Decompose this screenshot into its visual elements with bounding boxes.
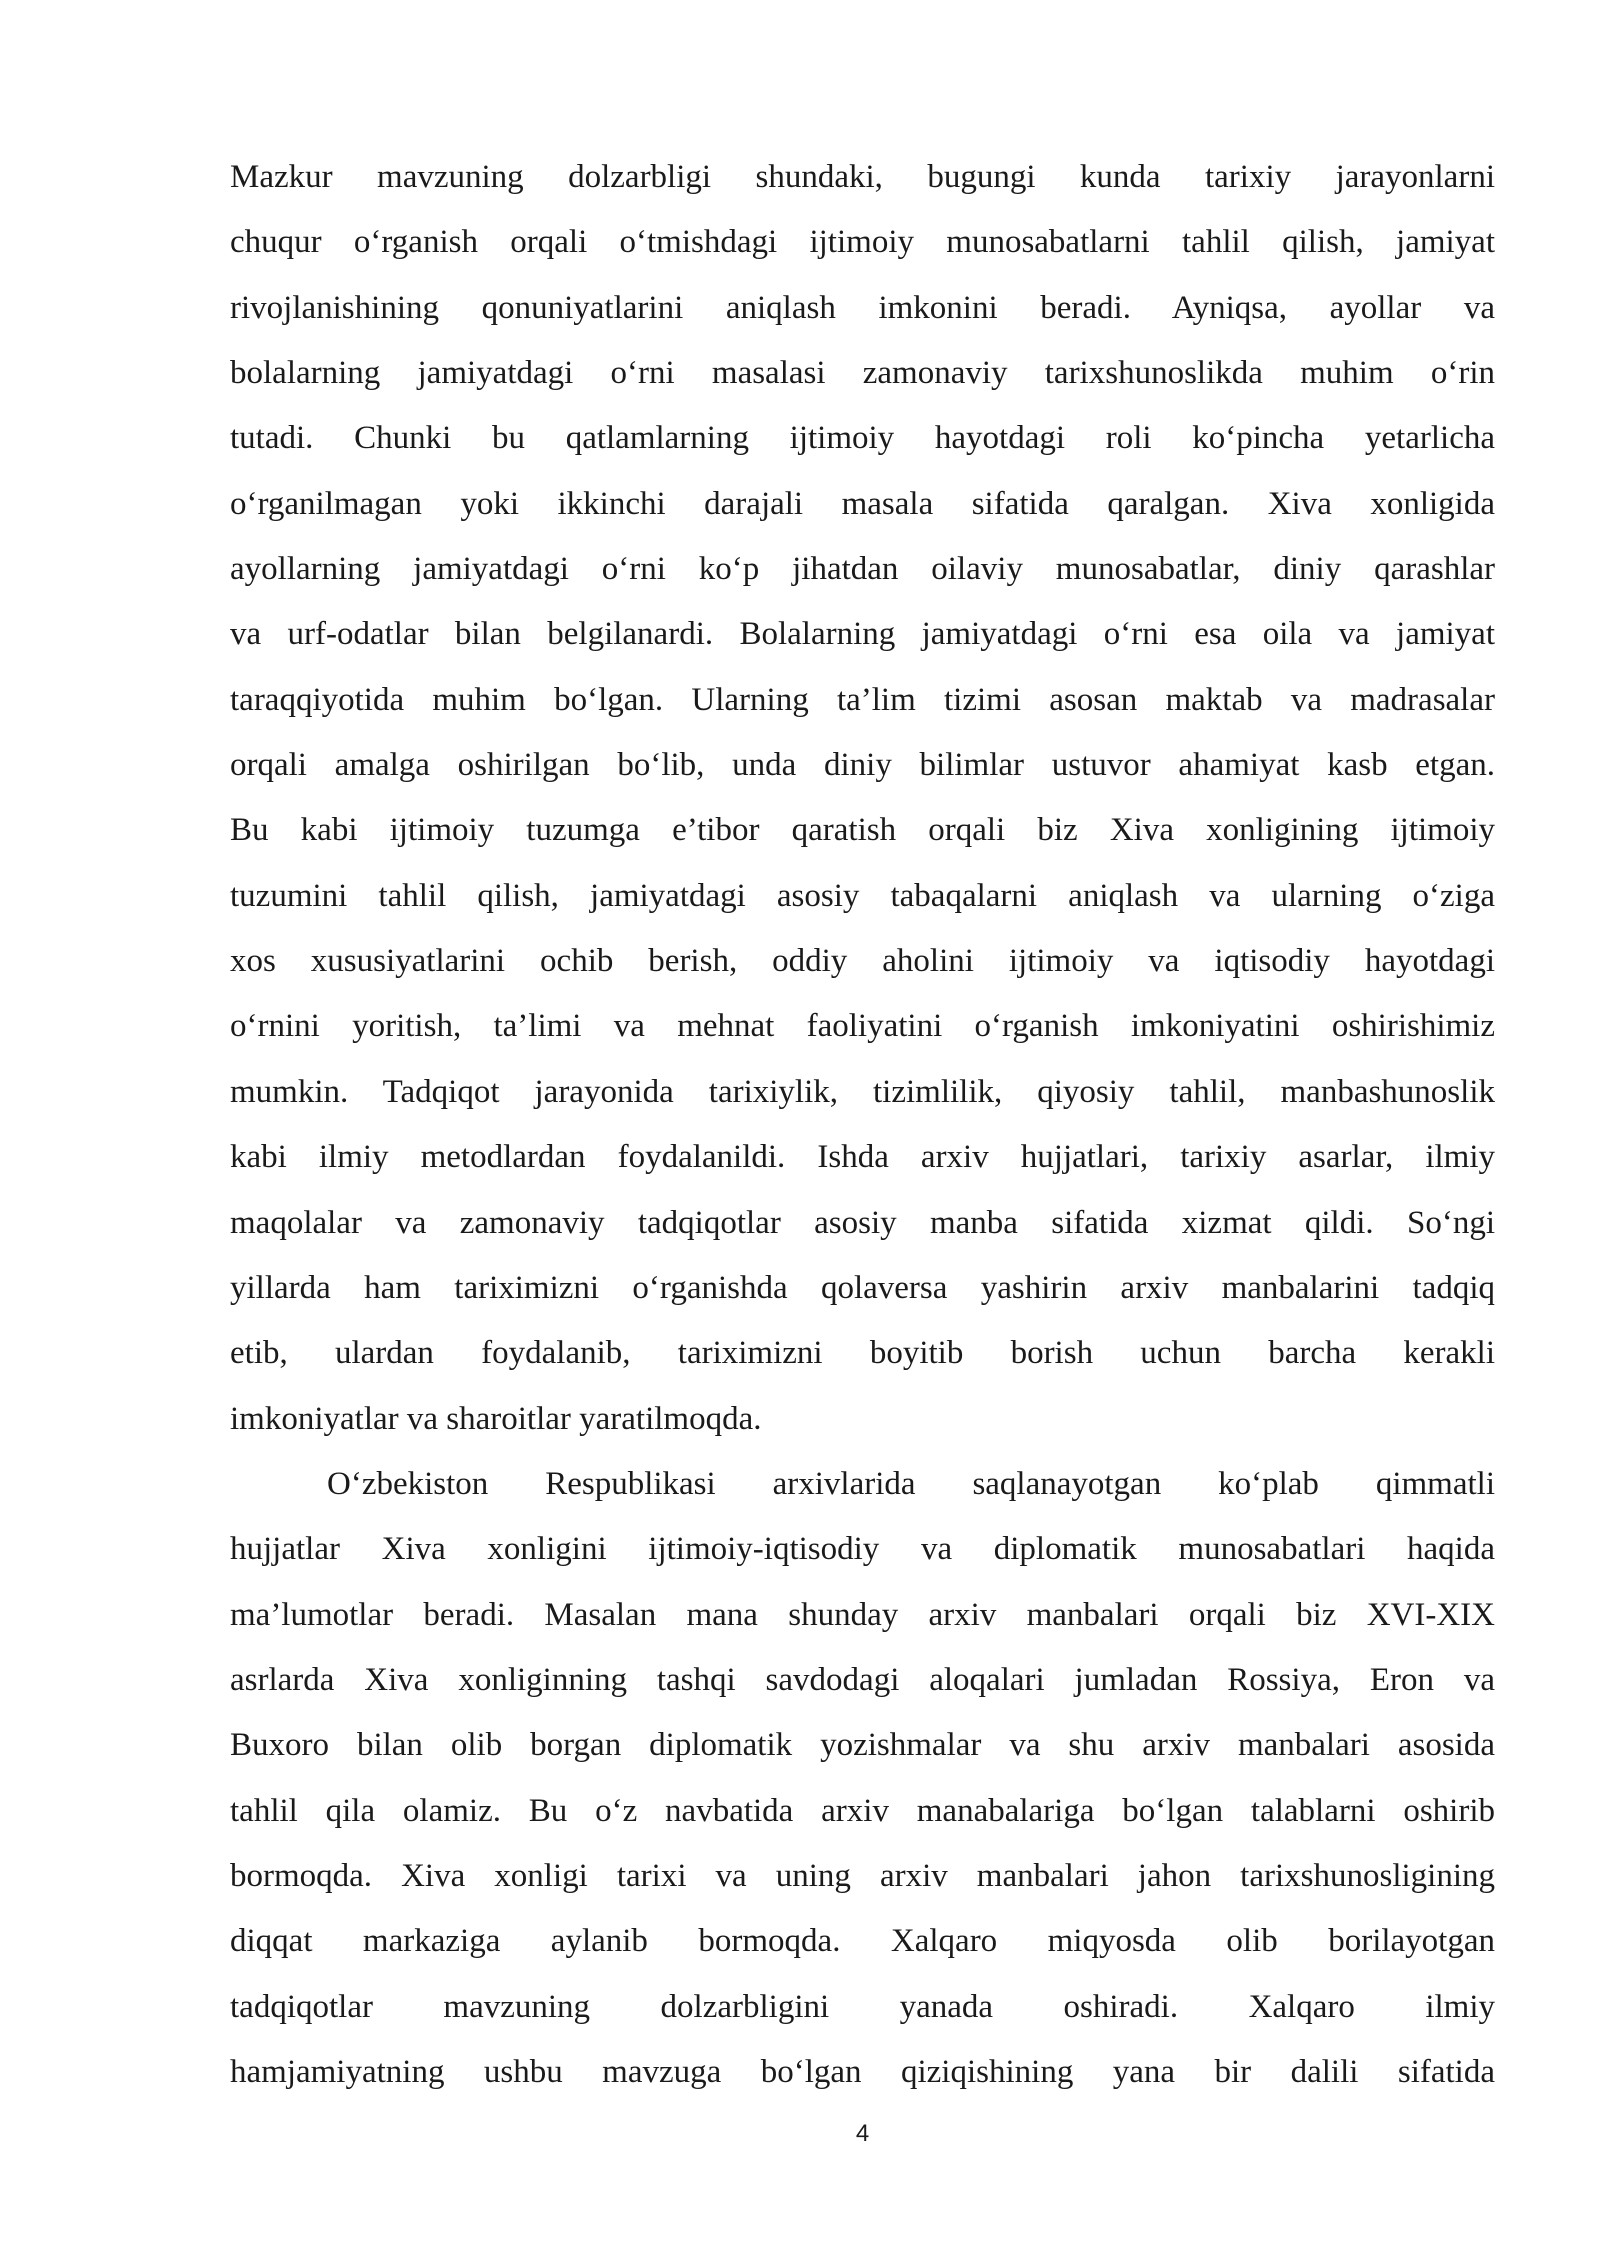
text-line: kabi ilmiy metodlardan foydalanildi. Ishda arxiv hujjatlari, tarixiy asarlar, ilmiy [230, 1139, 1495, 1176]
text-line: maqolalar va zamonaviy tadqiqotlar asosiy manba sifatida xizmat qildi. So‘ngi [230, 1204, 1495, 1241]
text-line: asrlarda Xiva xonliginning tashqi savdodagi aloqalari jumladan Rossiya, Eron va [230, 1661, 1495, 1698]
text-line: chuqur o‘rganish orqali o‘tmishdagi ijtimoiy munosabatlarni tahlil qilish, jamiyat [230, 224, 1495, 261]
text-line: va urf-odatlar bilan belgilanardi. Bolalarning jamiyatdagi o‘rni esa oila va jamiyat [230, 616, 1495, 653]
paragraph-1 [230, 145, 1495, 1452]
text-line: Mazkur mavzuning dolzarbligi shundaki, bugungi kunda tarixiy jarayonlarni [230, 159, 1495, 195]
text-line: tutadi. Chunki bu qatlamlarning ijtimoiy hayotdagi roli ko‘pincha yetarlicha [230, 420, 1495, 457]
text-line: Buxoro bilan olib borgan diplomatik yozishmalar va shu arxiv manbalari asosida [230, 1727, 1495, 1764]
text-line: rivojlanishining qonuniyatlarini aniqlash imkonini beradi. Ayniqsa, ayollar va [230, 289, 1495, 326]
text-line: diqqat markaziga aylanib bormoqda. Xalqaro miqyosda olib borilayotgan [230, 1923, 1495, 1960]
text-line: etib, ulardan foydalanib, tariximizni boyitib borish uchun barcha kerakli [230, 1335, 1495, 1372]
text-line: hamjamiyatning ushbu mavzuga bo‘lgan qiziqishining yana bir dalili sifatida [230, 2053, 1495, 2090]
text-line: bormoqda. Xiva xonligi tarixi va uning arxiv manbalari jahon tarixshunosligining [230, 1857, 1495, 1894]
text-line: o‘rnini yoritish, ta’limi va mehnat faoliyatini o‘rganish imkoniyatini oshirishimiz [230, 1008, 1495, 1045]
text-line: ayollarning jamiyatdagi o‘rni ko‘p jihatdan oilaviy munosabatlar, diniy qarashlar [230, 551, 1495, 588]
text-line: yillarda ham tariximizni o‘rganishda qolaversa yashirin arxiv manbalarini tadqiq [230, 1269, 1495, 1306]
text-line: o‘rganilmagan yoki ikkinchi darajali masala sifatida qaralgan. Xiva xonligida [230, 485, 1495, 522]
text-line: taraqqiyotida muhim bo‘lgan. Ularning ta’lim tizimi asosan maktab va madrasalar [230, 681, 1495, 718]
text-line: xos xususiyatlarini ochib berish, oddiy aholini ijtimoiy va iqtisodiy hayotdagi [230, 943, 1495, 980]
text-line: mumkin. Tadqiqot jarayonida tarixiylik, tizimlilik, qiyosiy tahlil, manbashunoslik [230, 1073, 1495, 1110]
text-line: imkoniyatlar va sharoitlar yaratilmoqda. [230, 1400, 762, 1437]
text-line: Bu kabi ijtimoiy tuzumga e’tibor qaratish orqali biz Xiva xonligining ijtimoiy [230, 812, 1495, 849]
text-line: bolalarning jamiyatdagi o‘rni masalasi zamonaviy tarixshunoslikda muhim o‘rin [230, 355, 1495, 392]
paragraph-2 [230, 1452, 1495, 2105]
text-line: tadqiqotlar mavzuning dolzarbligini yanada oshiradi. Xalqaro ilmiy [230, 1988, 1495, 2025]
page-number: 4 [855, 2120, 870, 2147]
text-line: hujjatlar Xiva xonligini ijtimoiy-iqtisodiy va diplomatik munosabatlari haqida [230, 1531, 1495, 1568]
text-line: tuzumini tahlil qilish, jamiyatdagi asosiy tabaqalarni aniqlash va ularning o‘ziga [230, 877, 1495, 914]
body-text [230, 145, 1495, 2105]
text-line: tahlil qila olamiz. Bu o‘z navbatida arxiv manabalariga bo‘lgan talablarni oshirib [230, 1792, 1495, 1829]
text-line: ma’lumotlar beradi. Masalan mana shunday arxiv manbalari orqali biz XVI-XIX [230, 1596, 1495, 1633]
text-line: orqali amalga oshirilgan bo‘lib, unda diniy bilimlar ustuvor ahamiyat kasb etgan. [230, 747, 1495, 784]
text-line: O‘zbekiston Respublikasi arxivlarida saqlanayotgan ko‘plab qimmatli [327, 1465, 1495, 1502]
